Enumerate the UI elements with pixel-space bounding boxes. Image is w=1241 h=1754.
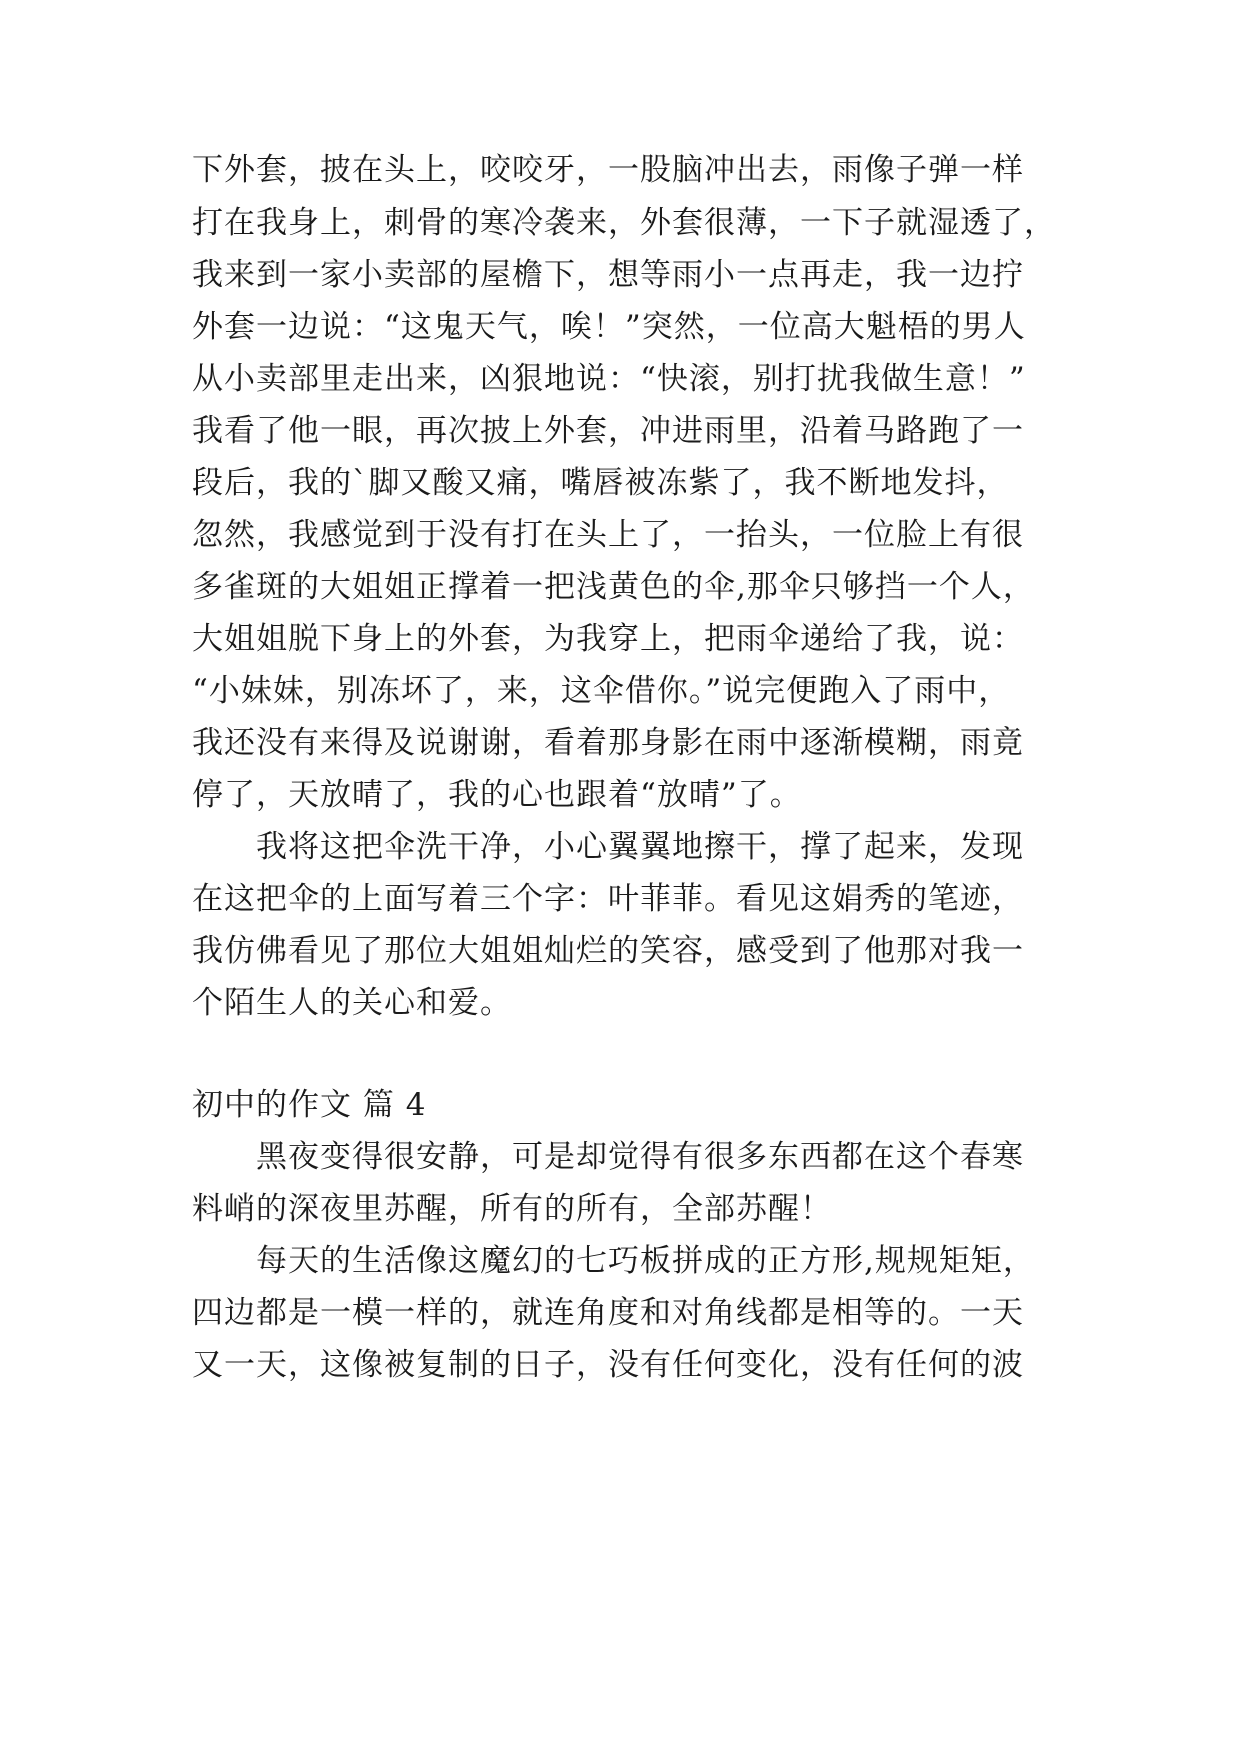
text-line: 忽然，我感觉到于没有打在头上了，一抬头，一位脸上有很 [192, 517, 1024, 553]
text-line: 在这把伞的上面写着三个字：叶菲菲。看见这娟秀的笔迹， [192, 881, 1024, 917]
text-line: 外套一边说：“这鬼天气，唉！”突然，一位高大魁梧的男人 [192, 309, 1026, 345]
text-line: 段后，我的`脚又酸又痛，嘴唇被冻紫了，我不断地发抖， [192, 465, 1009, 501]
text-line: 个陌生人的关心和爱。 [192, 985, 512, 1021]
text-line: 多雀斑的大姐姐正撑着一把浅黄色的伞,那伞只够挡一个人， [192, 569, 1035, 605]
text-line: 我仿佛看见了那位大姐姐灿烂的笑容，感受到了他那对我一 [192, 933, 1024, 969]
text-line: 大姐姐脱下身上的外套，为我穿上，把雨伞递给了我，说： [192, 621, 1024, 657]
paragraph-first-line: 黑夜变得很安静，可是却觉得有很多东西都在这个春寒 [256, 1139, 1024, 1175]
text-line: 四边都是一模一样的，就连角度和对角线都是相等的。一天 [192, 1295, 1024, 1331]
text-line: 停了，天放晴了，我的心也跟着“放晴”了。 [192, 777, 802, 813]
text-line: 又一天，这像被复制的日子，没有任何变化，没有任何的波 [192, 1347, 1024, 1383]
text-line: 打在我身上，刺骨的寒冷袭来，外套很薄，一下子就湿透了， [192, 205, 1056, 241]
text-line: 我看了他一眼，再次披上外套，冲进雨里，沿着马路跑了一 [192, 413, 1024, 449]
text-line: 料峭的深夜里苏醒，所有的所有，全部苏醒！ [192, 1191, 832, 1227]
text-line: 我来到一家小卖部的屋檐下，想等雨小一点再走，我一边拧 [192, 257, 1024, 293]
paragraph-first-line: 每天的生活像这魔幻的七巧板拼成的正方形,规规矩矩， [256, 1243, 1035, 1279]
text-line: “小妹妹，别冻坏了，来，这伞借你。”说完便跑入了雨中， [192, 673, 1011, 709]
paragraph-first-line: 我将这把伞洗干净，小心翼翼地擦干，撑了起来，发现 [256, 829, 1024, 865]
text-line: 从小卖部里走出来，凶狠地说：“快滚，别打扰我做生意！” [192, 361, 1026, 397]
text-line: 我还没有来得及说谢谢，看着那身影在雨中逐渐模糊，雨竟 [192, 725, 1024, 761]
section-heading: 初中的作文 篇 4 [192, 1087, 427, 1123]
text-line: 下外套，披在头上，咬咬牙，一股脑冲出去，雨像子弹一样 [192, 152, 1024, 188]
